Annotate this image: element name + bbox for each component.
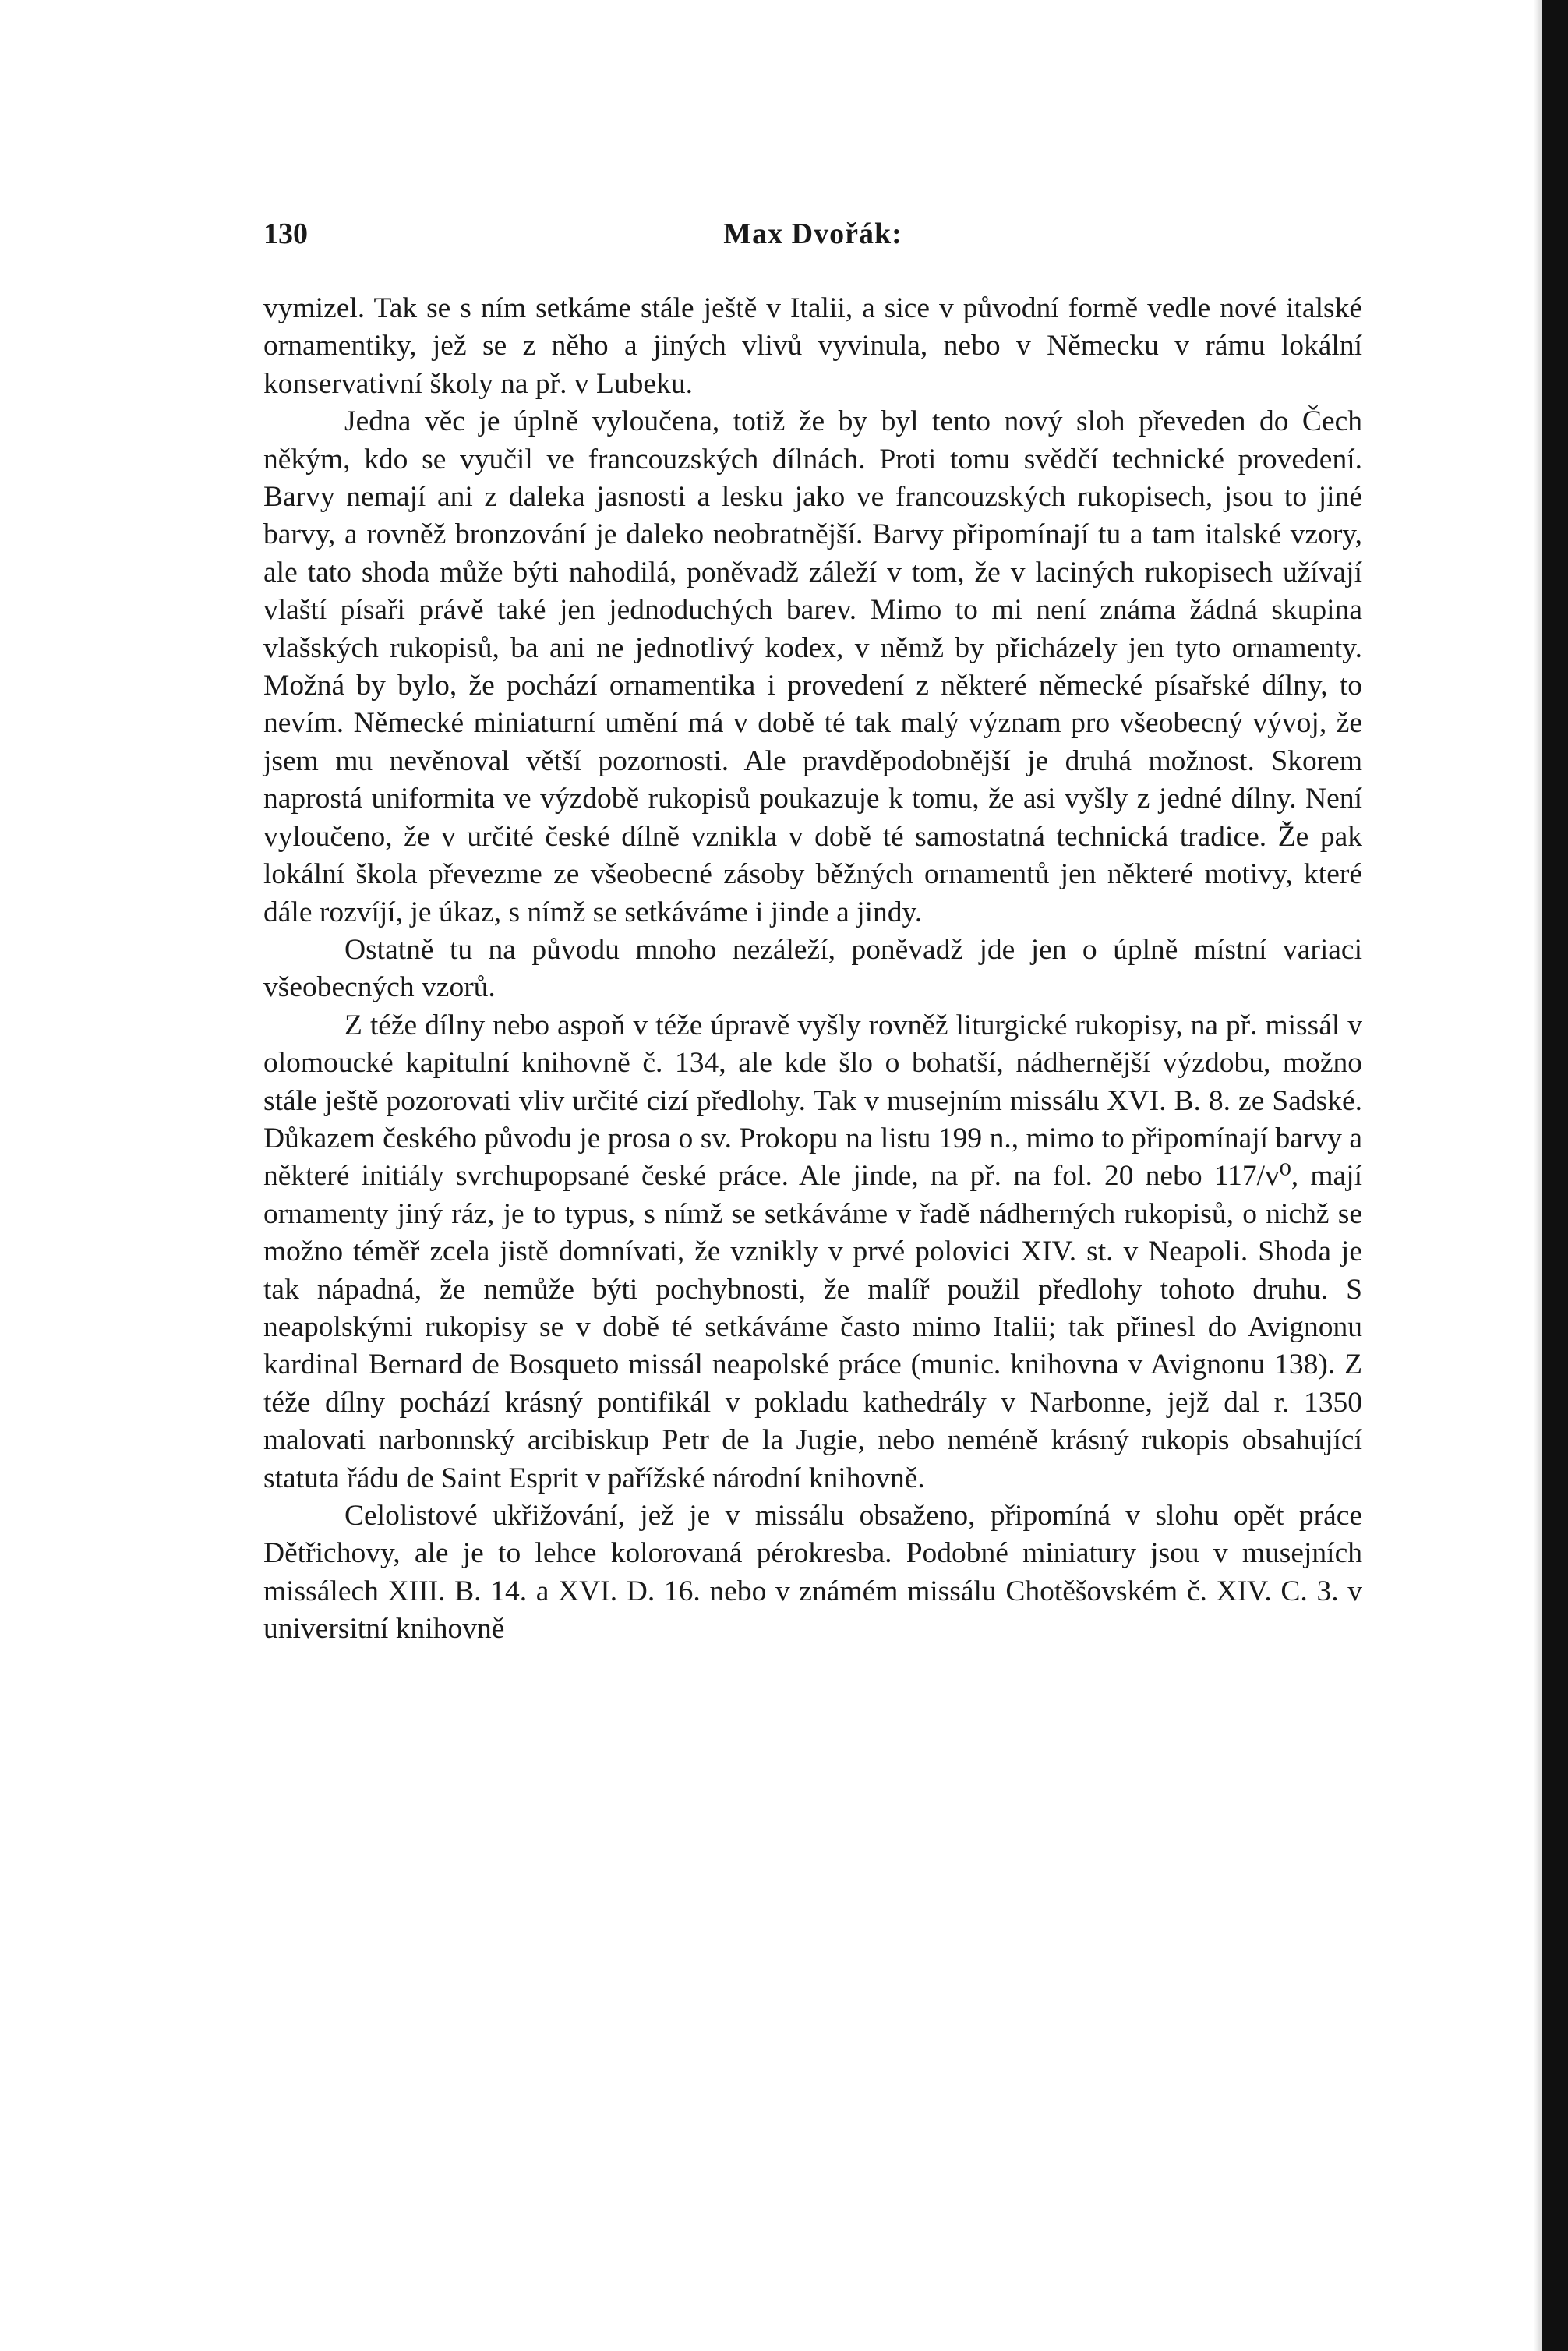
running-head <box>263 209 1362 256</box>
paragraph: Ostatně tu na původu mnoho nezáleží, poněvadž jde jen o úplně místní variaci všeobecných vzorů. <box>263 933 1362 1004</box>
scan-edge-border <box>1542 0 1568 2351</box>
book-page <box>263 209 1362 1649</box>
body-text <box>263 290 1362 1649</box>
scan-edge-shadow <box>1534 0 1542 2351</box>
paragraph: Z téže dílny nebo aspoň v téže úpravě vyšly rovněž liturgické rukopisy, na př. missál v olomoucké kapitulní knihovně č. 134, ale kde šlo o bohatší, nádhernější výzdobu, možno stále ještě pozorovati vliv určité cizí předlohy. Tak v musejním missálu XVI. B. 8. ze Sadské. Důkazem českého původu je prosa o sv. Prokopu na listu 199 n., mimo to připomínají barvy a některé initiály svrchupopsané české práce. Ale jinde, na př. na fol. 20 nebo 117/v⁰, mají ornamenty jiný ráz, je to typus, s nímž se setkáváme v řadě nádherných rukopisů, o nichž se možno téměř zcela jistě domnívati, že vznikly v prvé polovici XIV. st. v Neapoli. Shoda je tak nápadná, že nemůže býti pochybnosti, že malíř použil předlohy tohoto druhu. S neapolskými rukopisy se v době té setkáváme často mimo Italii; tak přinesl do Avignonu kardinal Bernard de Bosqueto missál neapolské práce (munic. knihovna v Avignonu 138). Z téže dílny pochází krásný pontifikál v pokladu kathedrály v Narbonne, jejž dal r. 1350 malovati narbonnský arcibiskup Petr de la Jugie, nebo neméně krásný rukopis obsahující statuta řádu de Saint Esprit v pařížské národní knihovně. <box>263 1009 1362 1494</box>
page-number: 130 <box>263 217 308 250</box>
paragraph: Jedna věc je úplně vyloučena, totiž že by byl tento nový sloh převeden do Čech někým, kdo se vyučil ve francouzských dílnách. Proti tomu svědčí technické provedení. Barvy nemají ani z daleka jasnosti a lesku jako ve francouzských rukopisech, jsou to jiné barvy, a rovněž bronzování je daleko neobratnější. Barvy připomínají tu a tam italské vzory, ale tato shoda může býti nahodilá, poněvadž záleží v tom, že v laciných rukopisech užívají vlaští písaři právě také jen jednoduchých barev. Mimo to mi není známa žádná skupina vlašských rukopisů, ba ani ne jednotlivý kodex, v němž by přicházely jen tyto ornamenty. Možná by bylo, že pochází ornamentika i provedení z některé německé písařské dílny, to nevím. Německé miniaturní umění má v době té tak malý význam pro všeobecný vývoj, že jsem mu nevěnoval větší pozornosti. Ale pravděpodobnější je druhá možnost. Skorem naprostá uniformita ve výzdobě rukopisů poukazuje k tomu, že asi vyšly z jedné dílny. Není vyloučeno, že v určité české dílně vznikla v době té samostatná technická tradice. Že pak lokální škola převezme ze všeobecné zásoby běžných ornamentů jen některé motivy, které dále rozvíjí, je úkaz, s nímž se setkáváme i jinde a jindy. <box>263 405 1362 928</box>
running-head-author: Max Dvořák: <box>723 217 902 250</box>
paragraph-continued: vymizel. Tak se s ním setkáme stále ještě v Italii, a sice v původní formě vedle nové italské ornamentiky, jež se z něho a jiných vlivů vyvinula, nebo v Německu v rámu lokální konservativní školy na př. v Lubeku. <box>263 292 1362 400</box>
paragraph: Celolistové ukřižování, jež je v missálu obsaženo, připomíná v slohu opět práce Dětřichovy, ale je to lehce kolorovaná pérokresba. Podobné miniatury jsou v musejních missálech XIII. B. 14. a XVI. D. 16. nebo v známém missálu Chotěšovském č. XIV. C. 3. v universitní knihovně <box>263 1500 1362 1646</box>
